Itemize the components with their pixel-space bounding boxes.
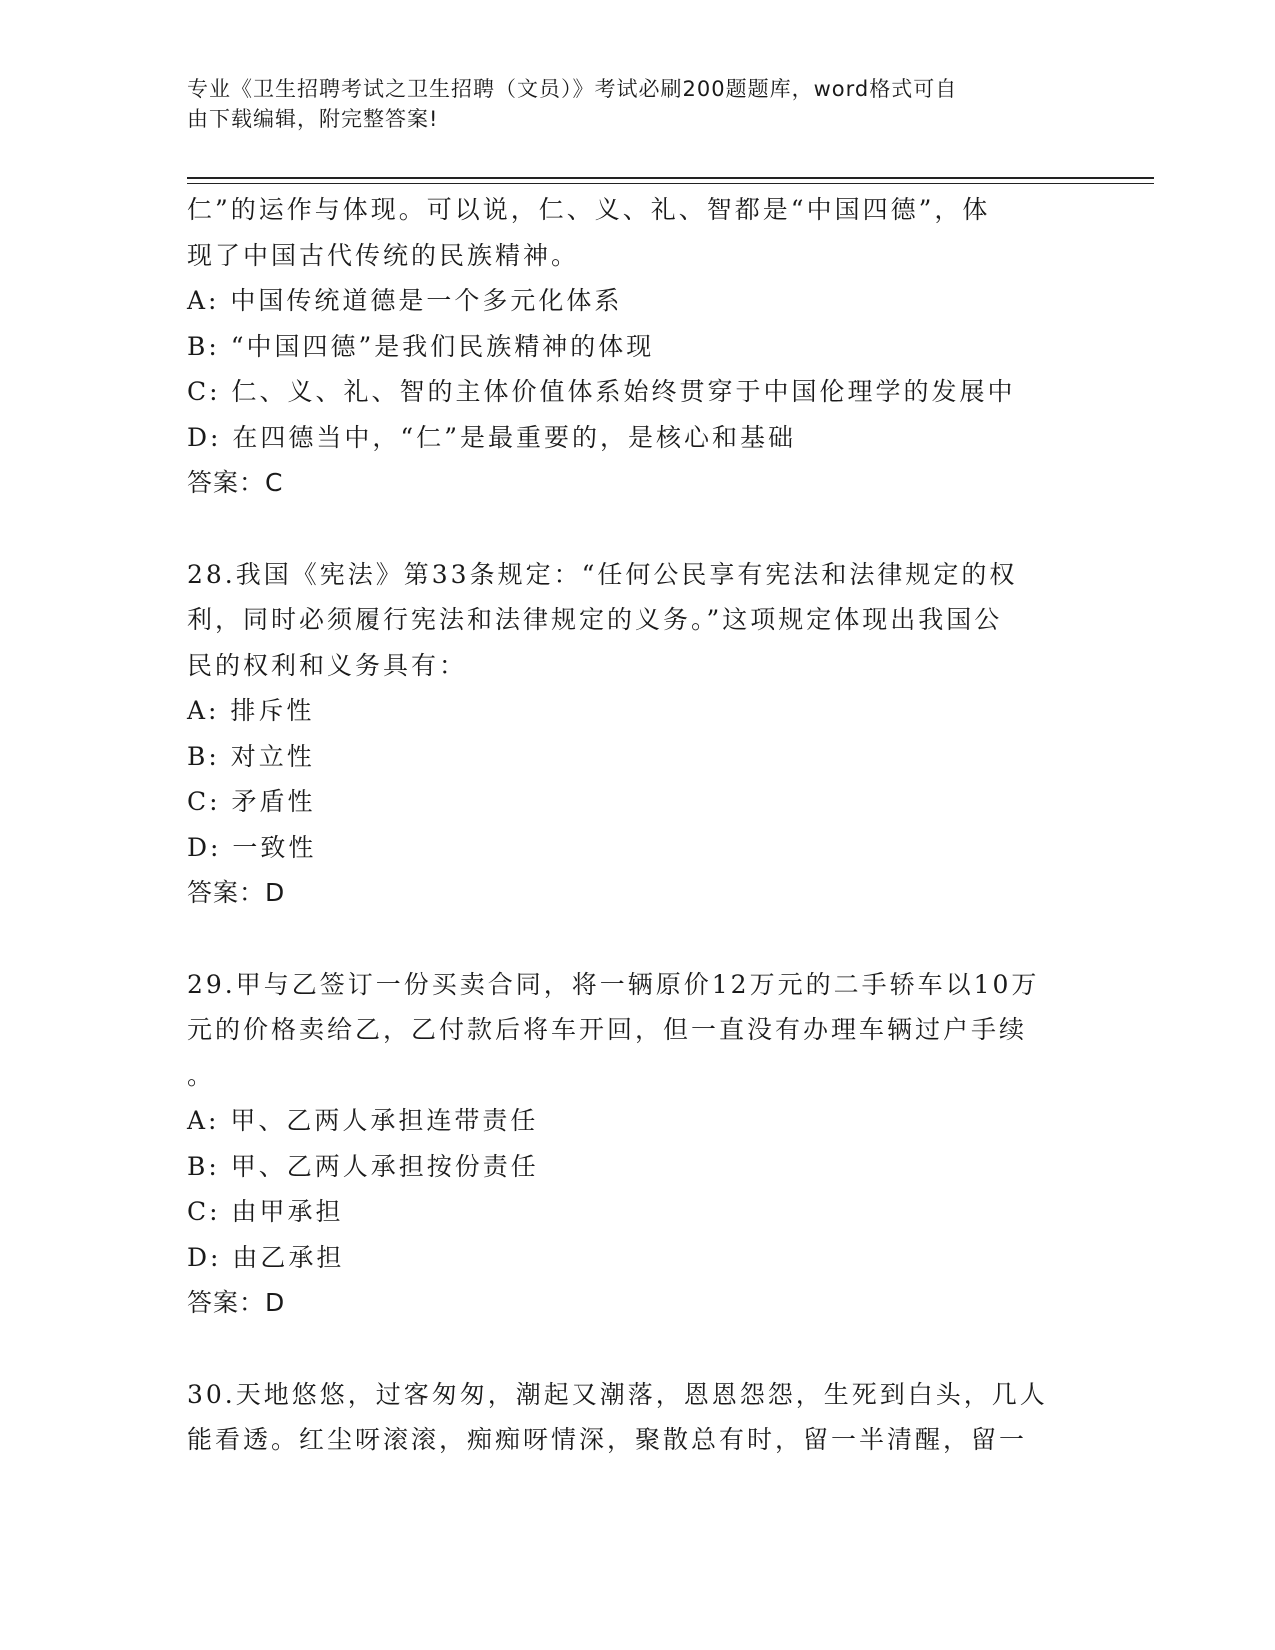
header-divider-thin: [187, 183, 1154, 184]
option-d: D: 由乙承担: [187, 1242, 345, 1272]
answer-line: 答案：D: [187, 878, 286, 907]
option-b: B: 对立性: [187, 741, 315, 771]
question-text-line: 元的价格卖给乙，乙付款后将车开回，但一直没有办理车辆过户手续: [187, 1015, 1028, 1044]
question-text-line: 。: [187, 1060, 216, 1090]
option-c: C: 仁、义、礼、智的主体价值体系始终贯穿于中国伦理学的发展中: [187, 377, 1016, 406]
question-spacer: [187, 1326, 1087, 1372]
question-29: [187, 962, 1087, 1326]
document-header: [187, 74, 1067, 134]
question-spacer: [187, 916, 1087, 962]
option-b: B: “中国四德”是我们民族精神的体现: [187, 331, 655, 361]
header-title-line-1: 专业《卫生招聘考试之卫生招聘（文员）》考试必刷200题题库，word格式可自: [187, 77, 958, 101]
question-text-line: 民的权利和义务具有：: [187, 650, 468, 680]
option-a: A: 排斥性: [187, 696, 315, 725]
question-text-line: 仁”的运作与体现。可以说，仁、义、礼、智都是“中国四德”，体: [187, 195, 991, 224]
question-text-line: 30.天地悠悠，过客匆匆，潮起又潮落，恩恩怨怨，生死到白头，几人: [187, 1379, 1048, 1409]
question-27-continuation: [187, 187, 1087, 506]
option-d: D: 在四德当中，“仁”是最重要的，是核心和基础: [187, 422, 796, 452]
question-text-line: 28.我国《宪法》第33条规定：“任何公民享有宪法和法律规定的权: [187, 559, 1018, 589]
option-d: D: 一致性: [187, 832, 317, 862]
option-a: A: 中国传统道德是一个多元化体系: [187, 286, 623, 315]
option-c: C: 矛盾性: [187, 787, 316, 816]
question-text-line: 能看透。红尘呀滚滚，痴痴呀情深，聚散总有时，留一半清醒，留一: [187, 1425, 1028, 1454]
answer-line: 答案：C: [187, 468, 284, 497]
question-30: [187, 1372, 1087, 1463]
question-spacer: [187, 506, 1087, 552]
question-text-line: 29.甲与乙签订一份买卖合同，将一辆原价12万元的二手轿车以10万: [187, 969, 1040, 999]
option-a: A: 甲、乙两人承担连带责任: [187, 1106, 539, 1135]
question-text-line: 现了中国古代传统的民族精神。: [187, 240, 580, 270]
question-list: [187, 187, 1087, 1463]
header-divider-thick: [187, 177, 1154, 179]
question-28: [187, 552, 1087, 916]
header-title-line-2: 由下载编辑，附完整答案!: [187, 107, 439, 131]
question-text-line: 利，同时必须履行宪法和法律规定的义务。”这项规定体现出我国公: [187, 605, 1003, 634]
option-c: C: 由甲承担: [187, 1197, 344, 1226]
answer-line: 答案：D: [187, 1288, 286, 1317]
option-b: B: 甲、乙两人承担按份责任: [187, 1151, 539, 1181]
